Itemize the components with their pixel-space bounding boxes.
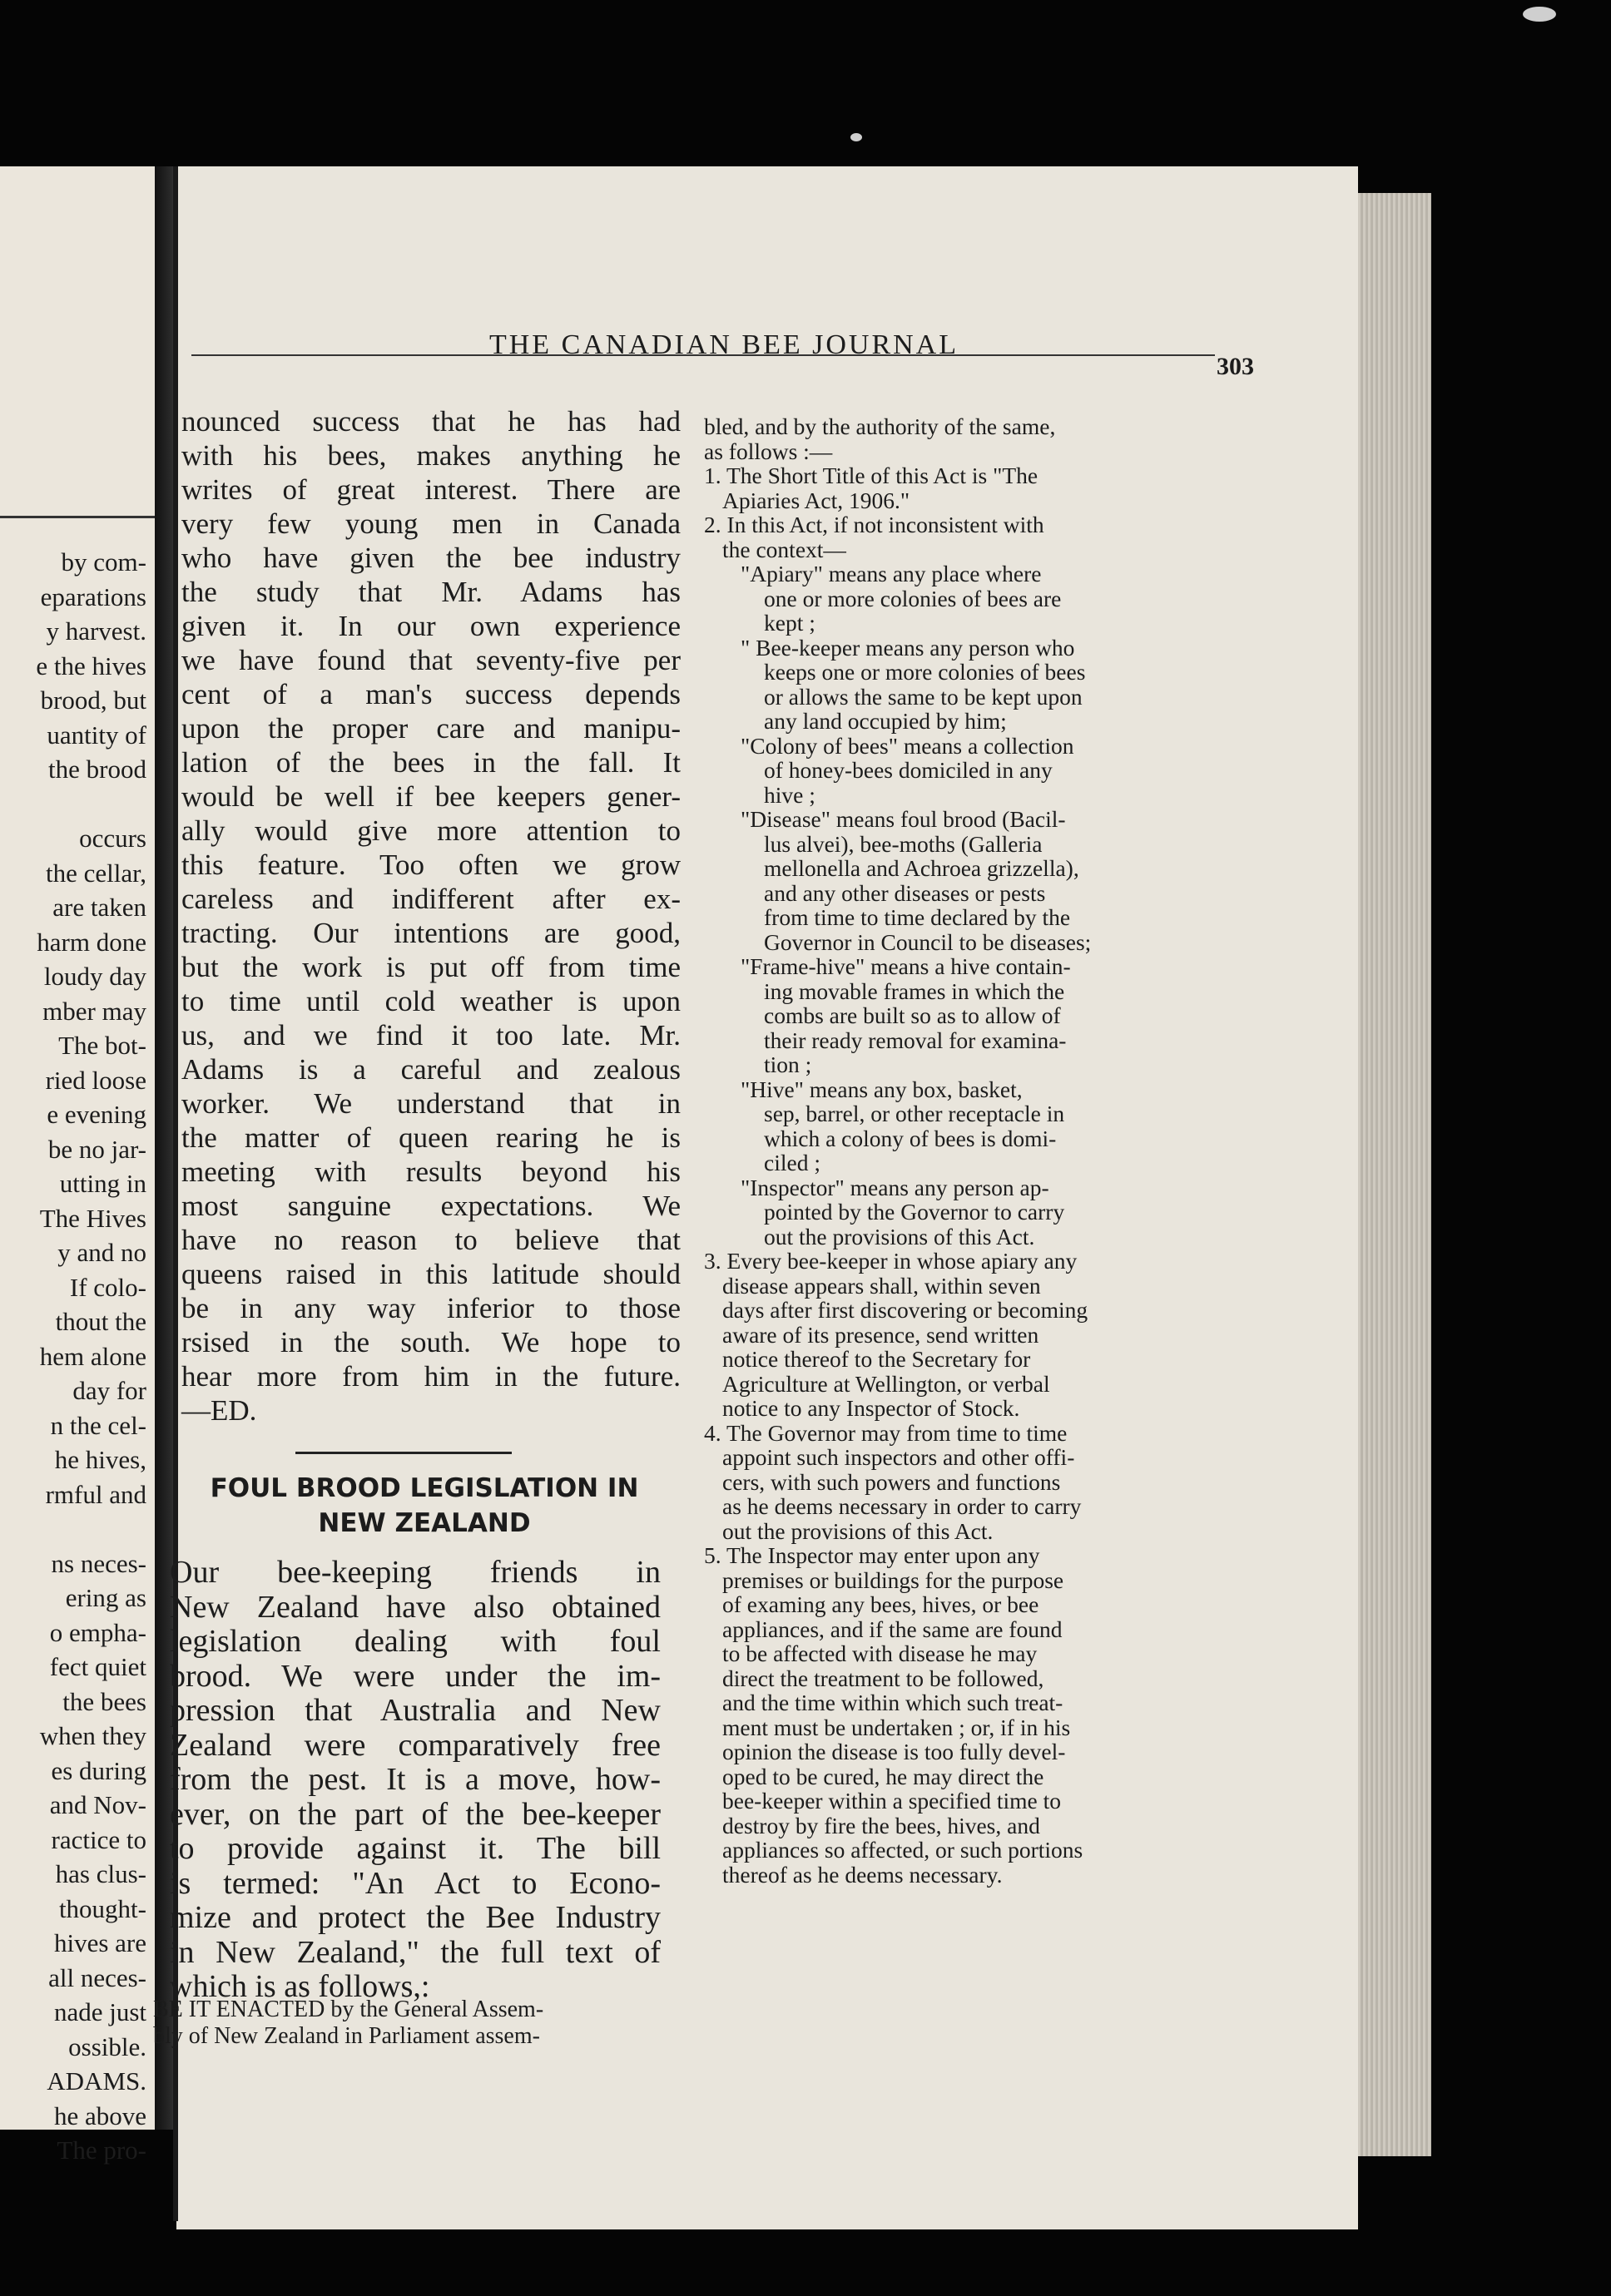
act-text-line: their ready removal for examina- bbox=[764, 1027, 1067, 1053]
act-text-line: and the time within which such treat- bbox=[722, 1690, 1063, 1715]
act-text-line: appliances, and if the same are found bbox=[722, 1616, 1063, 1642]
article-line: in New Zealand," the full text of bbox=[170, 1934, 661, 1970]
scan-speck bbox=[1523, 7, 1556, 22]
article-line: which is as follows,: bbox=[170, 1969, 430, 2004]
act-text-line: "Hive" means any box, basket, bbox=[741, 1076, 1023, 1102]
editorial-line: worker. We understand that in bbox=[181, 1087, 681, 1120]
act-text-line: 2. In this Act, if not inconsistent with bbox=[704, 512, 1044, 537]
act-text-line: disease appears shall, within seven bbox=[722, 1272, 1041, 1299]
enacting-clause bbox=[153, 1997, 652, 2050]
act-text-line: sep, barrel, or other receptacle in bbox=[764, 1101, 1065, 1126]
enacting-line: BE IT ENACTED by the General Assem- bbox=[153, 1997, 544, 2022]
act-text-line: 3. Every bee-keeper in whose apiary any bbox=[704, 1248, 1078, 1274]
editorial-line: given it. In our own experience bbox=[181, 610, 681, 642]
section-heading bbox=[175, 1471, 674, 1541]
previous-page-line: thought- bbox=[58, 1893, 146, 1923]
page-number: 303 bbox=[1217, 353, 1254, 380]
act-text-line: combs are built so as to allow of bbox=[764, 1002, 1061, 1028]
act-text-line: " Bee-keeper means any person who bbox=[741, 634, 1075, 661]
previous-page-line: when they bbox=[39, 1721, 146, 1750]
act-text-line: thereof as he deems necessary. bbox=[722, 1861, 1003, 1888]
editorial-line: hear more from him in the future. bbox=[181, 1360, 681, 1393]
act-text-line: keeps one or more colonies of bees bbox=[764, 659, 1086, 685]
act-text-line: any land occupied by him; bbox=[764, 708, 1007, 734]
previous-page-line: eparations bbox=[40, 581, 146, 611]
act-text-line: days after first discovering or becoming bbox=[722, 1297, 1088, 1323]
previous-page-text bbox=[0, 545, 146, 2168]
act-text-line: notice thereof to the Secretary for bbox=[722, 1346, 1031, 1372]
scan-speck bbox=[850, 133, 862, 141]
act-text-line: appliances so affected, or such portions bbox=[722, 1837, 1083, 1863]
previous-page-line: If colo- bbox=[69, 1272, 146, 1302]
act-text-line: which a colony of bees is domi- bbox=[764, 1125, 1057, 1151]
act-text-line: direct the treatment to be followed, bbox=[722, 1665, 1044, 1691]
previous-page-line: the bees bbox=[62, 1686, 146, 1716]
act-text-line: to be affected with disease he may bbox=[722, 1640, 1038, 1666]
act-text-line: hive ; bbox=[764, 781, 815, 808]
previous-page-line: ractice to bbox=[51, 1824, 146, 1854]
previous-page-line: e evening bbox=[47, 1100, 146, 1129]
previous-page-header-rule bbox=[0, 516, 155, 518]
previous-page-line: brood, but bbox=[40, 685, 146, 715]
editorial-line: the matter of queen rearing he is bbox=[181, 1121, 681, 1154]
previous-page-line: he hives, bbox=[54, 1445, 146, 1474]
previous-page-line: y and no bbox=[57, 1238, 146, 1267]
previous-page-line: thout the bbox=[55, 1307, 146, 1336]
editorial-line: upon the proper care and manipu- bbox=[181, 712, 681, 745]
act-text-line: tion ; bbox=[764, 1052, 812, 1077]
act-text-line: of examing any bees, hives, or bee bbox=[722, 1591, 1039, 1617]
previous-page-line bbox=[0, 787, 146, 822]
previous-page-line: y harvest. bbox=[46, 616, 146, 646]
editorial-line: be in any way inferior to those bbox=[181, 1292, 681, 1324]
editorial-line: the study that Mr. Adams has bbox=[181, 576, 681, 608]
act-text-line: one or more colonies of bees are bbox=[764, 585, 1062, 611]
editorial-line: cent of a man's success depends bbox=[181, 678, 681, 710]
act-text-line: lus alvei), bee-moths (Galleria bbox=[764, 830, 1043, 857]
previous-page-line: hem alone bbox=[39, 1341, 146, 1371]
editorial-line: nounced success that he has had bbox=[181, 405, 681, 438]
previous-page-line: be no jar- bbox=[47, 1134, 146, 1164]
editorial-line: but the work is put off from time bbox=[181, 951, 681, 983]
editorial-line: who have given the bee industry bbox=[181, 542, 681, 574]
previous-page-line bbox=[0, 1512, 146, 1546]
previous-page-line: by com- bbox=[61, 547, 146, 576]
act-text-line: "Disease" means foul brood (Bacil- bbox=[741, 806, 1066, 832]
previous-page-line: The bot- bbox=[58, 1031, 146, 1060]
act-text-line: destroy by fire the bees, hives, and bbox=[722, 1812, 1040, 1838]
act-text-line: from time to time declared by the bbox=[764, 904, 1071, 930]
previous-page-line: harm done bbox=[37, 927, 146, 957]
section-heading-line: FOUL BROOD LEGISLATION IN bbox=[210, 1473, 639, 1503]
editorial-line: we have found that seventy-five per bbox=[181, 644, 681, 676]
article-line: legislation dealing with foul bbox=[170, 1624, 661, 1659]
section-heading-line: NEW ZEALAND bbox=[318, 1508, 531, 1538]
previous-page-line: loudy day bbox=[43, 962, 146, 991]
act-text-line: 4. The Governor may from time to time bbox=[704, 1419, 1068, 1446]
previous-page-line: uantity of bbox=[47, 720, 146, 750]
act-text-line: aware of its presence, send written bbox=[722, 1321, 1039, 1348]
section-separator-rule bbox=[295, 1452, 512, 1454]
act-text-line: Governor in Council to be diseases; bbox=[764, 928, 1092, 955]
article-line: is termed: "An Act to Econo- bbox=[170, 1865, 661, 1901]
act-text-line: appoint such inspectors and other offi- bbox=[722, 1444, 1075, 1470]
previous-page-line: has clus- bbox=[55, 1859, 146, 1888]
act-text-line: bee-keeper within a specified time to bbox=[722, 1788, 1061, 1814]
act-text-line: Apiaries Act, 1906." bbox=[722, 487, 910, 513]
act-text-line: out the provisions of this Act. bbox=[764, 1223, 1035, 1249]
editorial-line: Adams is a careful and zealous bbox=[181, 1053, 681, 1086]
act-text-line: as follows :— bbox=[704, 438, 833, 464]
editorial-line: would be well if bee keepers gener- bbox=[181, 780, 681, 813]
editorial-line: rsised in the south. We hope to bbox=[181, 1326, 681, 1358]
previous-page-line: es during bbox=[51, 1755, 146, 1785]
article-line: pression that Australia and New bbox=[170, 1693, 661, 1728]
running-head: THE CANADIAN BEE JOURNAL bbox=[488, 329, 959, 360]
act-text-line: "Inspector" means any person ap- bbox=[741, 1174, 1049, 1200]
act-text-line: or allows the same to be kept upon bbox=[764, 683, 1083, 710]
editorial-line: us, and we find it too late. Mr. bbox=[181, 1019, 681, 1052]
previous-page-line: occurs bbox=[79, 824, 146, 853]
previous-page-line: e the hives bbox=[36, 651, 146, 680]
previous-page-line: the cellar, bbox=[46, 858, 146, 888]
editorial-line: careless and indifferent after ex- bbox=[181, 883, 681, 915]
act-text-line: oped to be cured, he may direct the bbox=[722, 1763, 1044, 1789]
previous-page-fragment bbox=[0, 166, 155, 2165]
previous-page-line: ried loose bbox=[45, 1065, 146, 1095]
act-text-line: notice to any Inspector of Stock. bbox=[722, 1395, 1020, 1421]
act-text-line: pointed by the Governor to carry bbox=[764, 1199, 1065, 1225]
previous-page-line: hives are bbox=[53, 1928, 146, 1957]
act-text-line: and any other diseases or pests bbox=[764, 879, 1046, 906]
previous-page-line: rmful and bbox=[45, 1479, 146, 1509]
previous-page-line: o empha- bbox=[49, 1617, 146, 1647]
previous-page-line: fect quiet bbox=[49, 1652, 146, 1681]
act-text-line: 5. The Inspector may enter upon any bbox=[704, 1542, 1040, 1568]
page-edge-stack bbox=[1358, 193, 1431, 2156]
act-text-line: "Frame-hive" means a hive contain- bbox=[741, 953, 1071, 979]
previous-page-line: are taken bbox=[52, 893, 146, 922]
previous-page-line: The Hives bbox=[39, 1203, 146, 1233]
article-line: Our bee-keeping friends in bbox=[170, 1555, 661, 1590]
act-text-line: of honey-bees domiciled in any bbox=[764, 757, 1053, 783]
editorial-line: queens raised in this latitude should bbox=[181, 1258, 681, 1290]
article-line: to provide against it. The bill bbox=[170, 1831, 661, 1866]
editorial-line: meeting with results beyond his bbox=[181, 1155, 681, 1188]
act-text-line: as he deems necessary in order to carry bbox=[722, 1493, 1082, 1519]
editorial-note bbox=[181, 404, 681, 1428]
editorial-line: lation of the bees in the fall. It bbox=[181, 746, 681, 779]
article-line: New Zealand have also obtained bbox=[170, 1589, 661, 1625]
article-line: brood. We were under the im- bbox=[170, 1658, 661, 1694]
editorial-line: with his bees, makes anything he bbox=[181, 439, 681, 472]
act-text-line: ciled ; bbox=[764, 1150, 820, 1175]
enacting-line: bly of New Zealand in Parliament assem- bbox=[153, 2023, 540, 2049]
previous-page-line: ns neces- bbox=[51, 1548, 146, 1578]
act-text-line: kept ; bbox=[764, 610, 815, 636]
previous-page-line: ADAMS. bbox=[47, 2066, 146, 2096]
act-text-line: premises or buildings for the purpose bbox=[722, 1566, 1064, 1593]
article-line: mize and protect the Bee Industry bbox=[170, 1900, 661, 1935]
previous-page-line: and Nov- bbox=[49, 1790, 146, 1819]
editorial-line: have no reason to believe that bbox=[181, 1224, 681, 1256]
previous-page-line: the brood bbox=[48, 755, 146, 784]
previous-page-line: all neces- bbox=[48, 1962, 146, 1992]
act-text-line: Agriculture at Wellington, or verbal bbox=[722, 1370, 1050, 1397]
previous-page-line: ering as bbox=[65, 1583, 146, 1612]
act-text-line: ment must be undertaken ; or, if in his bbox=[722, 1714, 1071, 1740]
act-text-line: bled, and by the authority of the same, bbox=[704, 413, 1056, 439]
previous-page-line: ossible. bbox=[68, 2031, 146, 2061]
editorial-line: ally would give more attention to bbox=[181, 814, 681, 847]
previous-page-line: The pro- bbox=[57, 2135, 146, 2165]
act-text-line: "Colony of bees" means a collection bbox=[741, 732, 1074, 759]
act-text-line: mellonella and Achroea grizzella), bbox=[764, 855, 1079, 881]
act-text-line: 1. The Short Title of this Act is "The bbox=[704, 463, 1038, 488]
article-line: from the pest. It is a move, how- bbox=[170, 1762, 661, 1797]
previous-page-line: utting in bbox=[59, 1169, 146, 1198]
article-line: ever, on the part of the bee-keeper bbox=[170, 1796, 661, 1832]
editorial-line: to time until cold weather is upon bbox=[181, 985, 681, 1017]
editorial-line: tracting. Our intentions are good, bbox=[181, 917, 681, 949]
previous-page-line: mber may bbox=[42, 996, 146, 1026]
act-text-column bbox=[704, 414, 1237, 1887]
editorial-line: —ED. bbox=[181, 1394, 257, 1427]
article-line: Zealand were comparatively free bbox=[170, 1727, 661, 1763]
act-text-line: the context— bbox=[722, 536, 846, 562]
editorial-line: most sanguine expectations. We bbox=[181, 1190, 681, 1222]
previous-page-line: n the cel- bbox=[50, 1410, 146, 1440]
act-text-line: out the provisions of this Act. bbox=[722, 1517, 994, 1544]
act-text-line: opinion the disease is too fully devel- bbox=[722, 1739, 1066, 1764]
article-body bbox=[170, 1556, 661, 2005]
previous-page-line: day for bbox=[72, 1376, 146, 1405]
previous-page-line: he above bbox=[53, 2101, 146, 2130]
editorial-line: writes of great interest. There are bbox=[181, 473, 681, 506]
header-rule bbox=[191, 354, 1215, 356]
previous-page-line: nade just bbox=[53, 1997, 146, 2026]
editorial-line: this feature. Too often we grow bbox=[181, 849, 681, 881]
act-text-line: ing movable frames in which the bbox=[764, 977, 1065, 1004]
act-text-line: "Apiary" means any place where bbox=[741, 561, 1042, 586]
act-text-line: cers, with such powers and functions bbox=[722, 1468, 1061, 1495]
editorial-line: very few young men in Canada bbox=[181, 507, 681, 540]
